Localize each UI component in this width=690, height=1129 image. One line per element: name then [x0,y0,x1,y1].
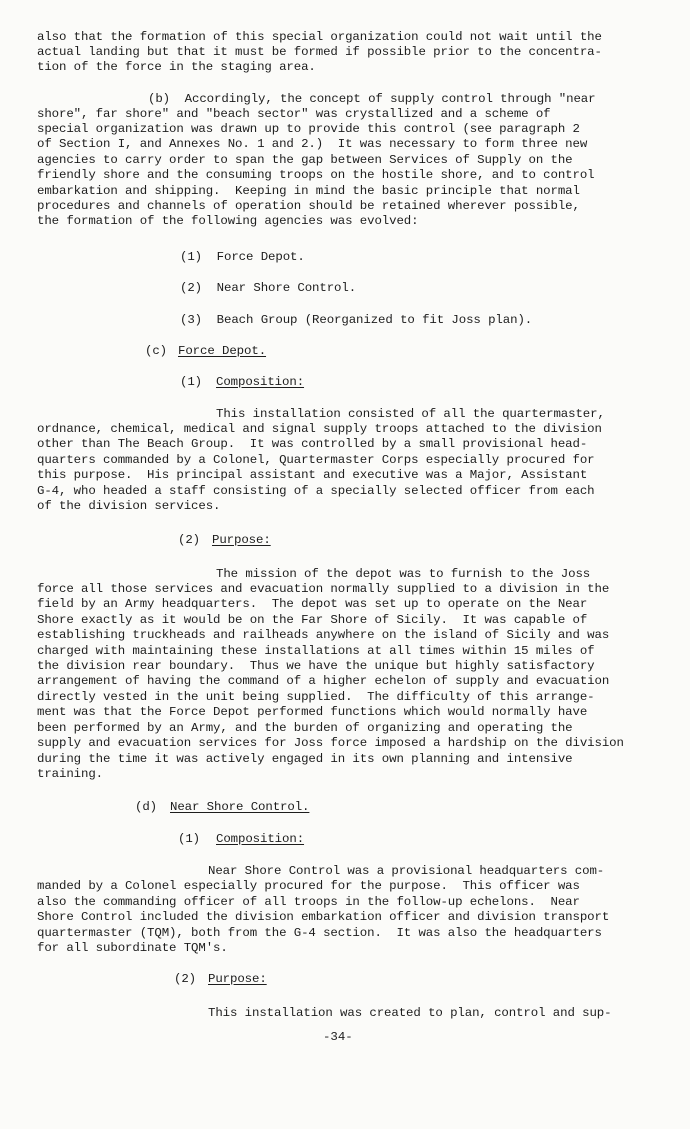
page-number: -34- [323,1030,353,1044]
intro-line: tion of the force in the staging area. [37,60,316,74]
purpose-line: the division rear boundary. Thus we have the unique but highly satisfactory [37,659,595,673]
intro-line: actual landing but that it must be formed if possible prior to the concentra- [37,45,602,59]
agency-item: (2) Near Shore Control. [180,281,357,295]
section-d-purpose-heading: Purpose: [208,972,267,986]
section-c-marker: (c) [145,344,168,358]
purpose-line: directly vested in the unit being supplied. The difficulty of this arrange- [37,690,595,704]
purpose-line: The mission of the depot was to furnish to the Joss [216,567,591,581]
purpose-line: Shore exactly as it would be on the Far Shore of Sicily. It was capable of [37,613,588,627]
para-b-line: procedures and channels of operation should be retained wherever possible, [37,199,580,213]
para-b-line: special organization was drawn up to provide this control (see paragraph 2 [37,122,580,136]
section-d-composition-marker: (1) [178,832,201,846]
composition-line: other than The Beach Group. It was controlled by a small provisional head- [37,437,588,451]
section-d-composition-heading: Composition: [216,832,305,846]
purpose-line: field by an Army headquarters. The depot was set up to operate on the Near [37,597,588,611]
para-b-line: agencies to carry order to span the gap between Services of Supply on the [37,153,573,167]
purpose-line: force all those services and evacuation normally supplied to a division in the [37,582,610,596]
purpose-line: arrangement of having the command of a higher echelon of supply and evacuation [37,674,610,688]
purpose-line: This installation was created to plan, control and sup- [208,1006,612,1020]
composition-line: for all subordinate TQM's. [37,941,228,955]
composition-line: this purpose. His principal assistant and executive was a Major, Assistant [37,468,588,482]
purpose-line: establishing truckheads and railheads anywhere on the island of Sicily and was [37,628,610,642]
para-b-line: of Section I, and Annexes No. 1 and 2.) It was necessary to form three new [37,137,588,151]
section-c-heading: Force Depot. [178,344,267,358]
agency-item: (1) Force Depot. [180,250,305,264]
para-b-line: the formation of the following agencies was evolved: [37,214,419,228]
section-c-purpose-marker: (2) [178,533,201,547]
composition-line: Near Shore Control was a provisional headquarters com- [208,864,605,878]
composition-line: quartermaster (TQM), both from the G-4 section. It was also the headquarters [37,926,602,940]
purpose-line: training. [37,767,104,781]
intro-line: also that the formation of this special organization could not wait until the [37,30,602,44]
composition-line: of the division services. [37,499,221,513]
composition-line: This installation consisted of all the quartermaster, [216,407,605,421]
purpose-line: during the time it was actively engaged in its own planning and intensive [37,752,573,766]
composition-line: also the commanding officer of all troops in the follow-up echelons. Near [37,895,580,909]
section-d-marker: (d) [135,800,158,814]
composition-line: G-4, who headed a staff consisting of a specially selected officer from each [37,484,595,498]
section-c-purpose-heading: Purpose: [212,533,271,547]
purpose-line: ment was that the Force Depot performed functions which would normally have [37,705,588,719]
purpose-line: supply and evacuation services for Joss force imposed a hardship on the division [37,736,624,750]
purpose-line: been performed by an Army, and the burden of organizing and operating the [37,721,573,735]
section-c-composition-heading: Composition: [216,375,305,389]
section-c-composition-marker: (1) [180,375,203,389]
section-d-purpose-marker: (2) [174,972,197,986]
para-b-line: embarkation and shipping. Keeping in mind the basic principle that normal [37,184,580,198]
composition-line: quarters commanded by a Colonel, Quartermaster Corps especially procured for [37,453,595,467]
purpose-line: charged with maintaining these installations at all times within 15 miles of [37,644,595,658]
para-b-line: (b) Accordingly, the concept of supply control through "near [148,92,596,106]
composition-line: ordnance, chemical, medical and signal supply troops attached to the division [37,422,602,436]
agency-item: (3) Beach Group (Reorganized to fit Joss plan). [180,313,533,327]
composition-line: manded by a Colonel especially procured for the purpose. This officer was [37,879,580,893]
composition-line: Shore Control included the division embarkation officer and division transport [37,910,610,924]
para-b-line: friendly shore and the consuming troops on the hostile shore, and to control [37,168,595,182]
para-b-line: shore", far shore" and "beach sector" was crystallized and a scheme of [37,107,551,121]
section-d-heading: Near Shore Control. [170,800,310,814]
